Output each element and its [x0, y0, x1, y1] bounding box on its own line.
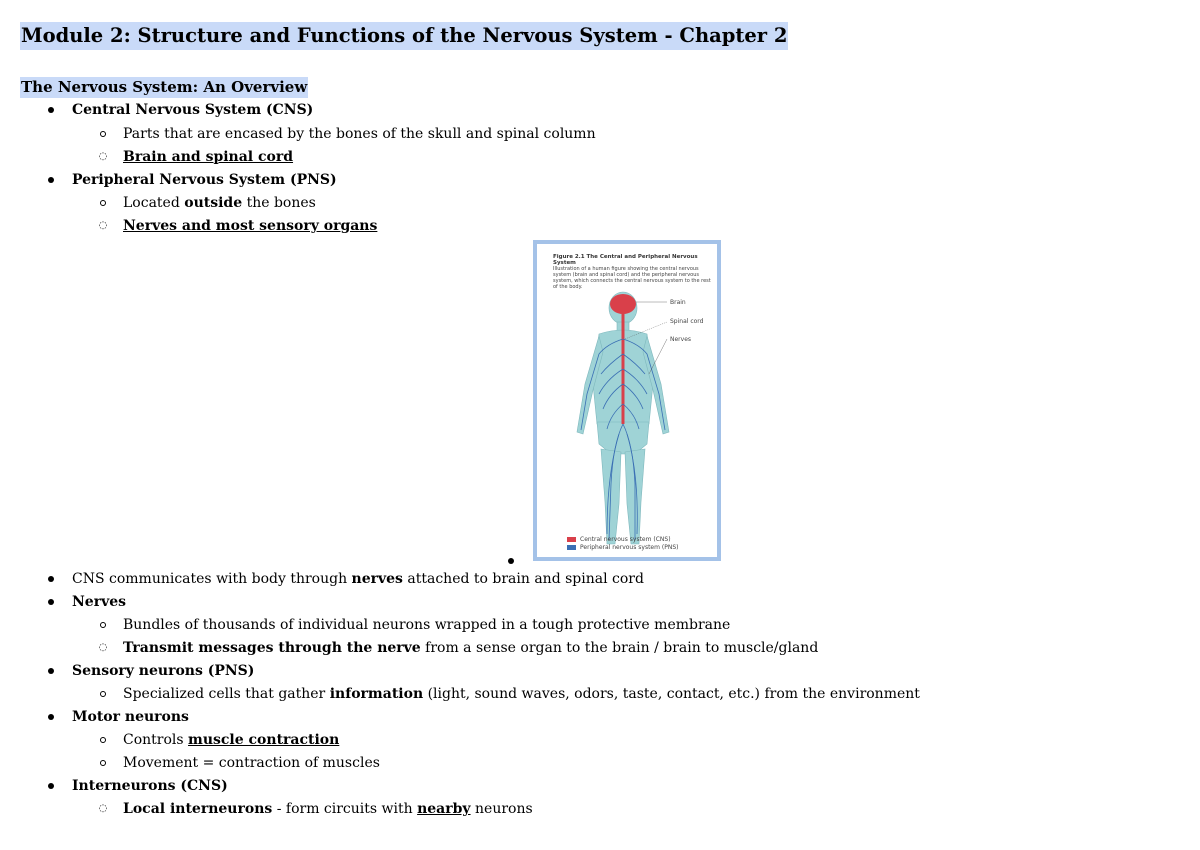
cns-parts-item: Parts that are encased by the bones of the skull and spinal column — [123, 126, 596, 142]
page-title: Module 2: Structure and Functions of the Nervous System - Chapter 2 — [20, 22, 788, 50]
bullet-disc — [46, 100, 56, 120]
legend-pns: Peripheral nervous system (PNS) — [567, 544, 678, 551]
pns-nerves-item: Nerves and most sensory organs — [123, 218, 378, 234]
bullet-dotted-circle: ◌ — [98, 642, 108, 653]
bullet-circle — [98, 753, 108, 773]
nerves-definition-item: Bundles of thousands of individual neurons wrapped in a tough protective membrane — [123, 617, 731, 633]
sensory-definition-item: Specialized cells that gather information (light, sound waves, odors, taste, contact, etc.) from the environment — [123, 686, 920, 702]
nerves-transmit-item: Transmit messages through the nerve from a sense organ to the brain / brain to muscle/gland — [123, 640, 819, 656]
bullet-disc — [46, 776, 56, 796]
pns-swatch — [567, 545, 576, 550]
brain-label: Brain — [670, 299, 686, 306]
bullet-disc — [46, 707, 56, 727]
local-interneurons-item: Local interneurons - form circuits with nearby neurons — [123, 801, 533, 817]
cns-brain-item: Brain and spinal cord — [123, 149, 294, 165]
cns-communication-item: CNS communicates with body through nerves attached to brain and spinal cord — [72, 571, 644, 587]
spinal-cord-label: Spinal cord — [670, 318, 704, 325]
cns-swatch — [567, 537, 576, 542]
cns-item: Central Nervous System (CNS) — [72, 102, 314, 118]
human-nervous-system-illustration — [537, 244, 717, 557]
bullet-disc — [506, 551, 516, 571]
nervous-system-figure — [533, 240, 721, 561]
motor-movement-item: Movement = contraction of muscles — [123, 755, 380, 771]
nerves-item: Nerves — [72, 594, 127, 610]
bullet-dotted-circle: ◌ — [98, 220, 108, 231]
bullet-dotted-circle: ◌ — [98, 151, 108, 162]
bullet-circle — [98, 615, 108, 635]
motor-controls-item: Controls muscle contraction — [123, 732, 340, 748]
bullet-circle — [98, 193, 108, 213]
sensory-neurons-item: Sensory neurons (PNS) — [72, 663, 255, 679]
legend-cns: Central nervous system (CNS) — [567, 536, 671, 543]
bullet-disc — [46, 569, 56, 589]
section-heading: The Nervous System: An Overview — [21, 78, 308, 96]
pns-item: Peripheral Nervous System (PNS) — [72, 172, 337, 188]
bullet-dotted-circle: ◌ — [98, 803, 108, 814]
bullet-disc — [46, 592, 56, 612]
brain-shape — [610, 294, 636, 314]
bullet-disc — [46, 661, 56, 681]
bullet-circle — [98, 730, 108, 750]
pns-location-item: Located outside the bones — [123, 195, 316, 211]
motor-neurons-item: Motor neurons — [72, 709, 189, 725]
bullet-circle — [98, 684, 108, 704]
bullet-circle — [98, 124, 108, 144]
bullet-disc — [46, 170, 56, 190]
nerves-label: Nerves — [670, 336, 692, 343]
interneurons-item: Interneurons (CNS) — [72, 778, 228, 794]
figure-caption: Figure 2.1 The Central and Peripheral Nervous System Illustration of a human figure showing the central nervous system (brain and spinal cord) and the peripheral nervous system, which connects the central nervous system to the rest of the body. — [553, 254, 711, 290]
